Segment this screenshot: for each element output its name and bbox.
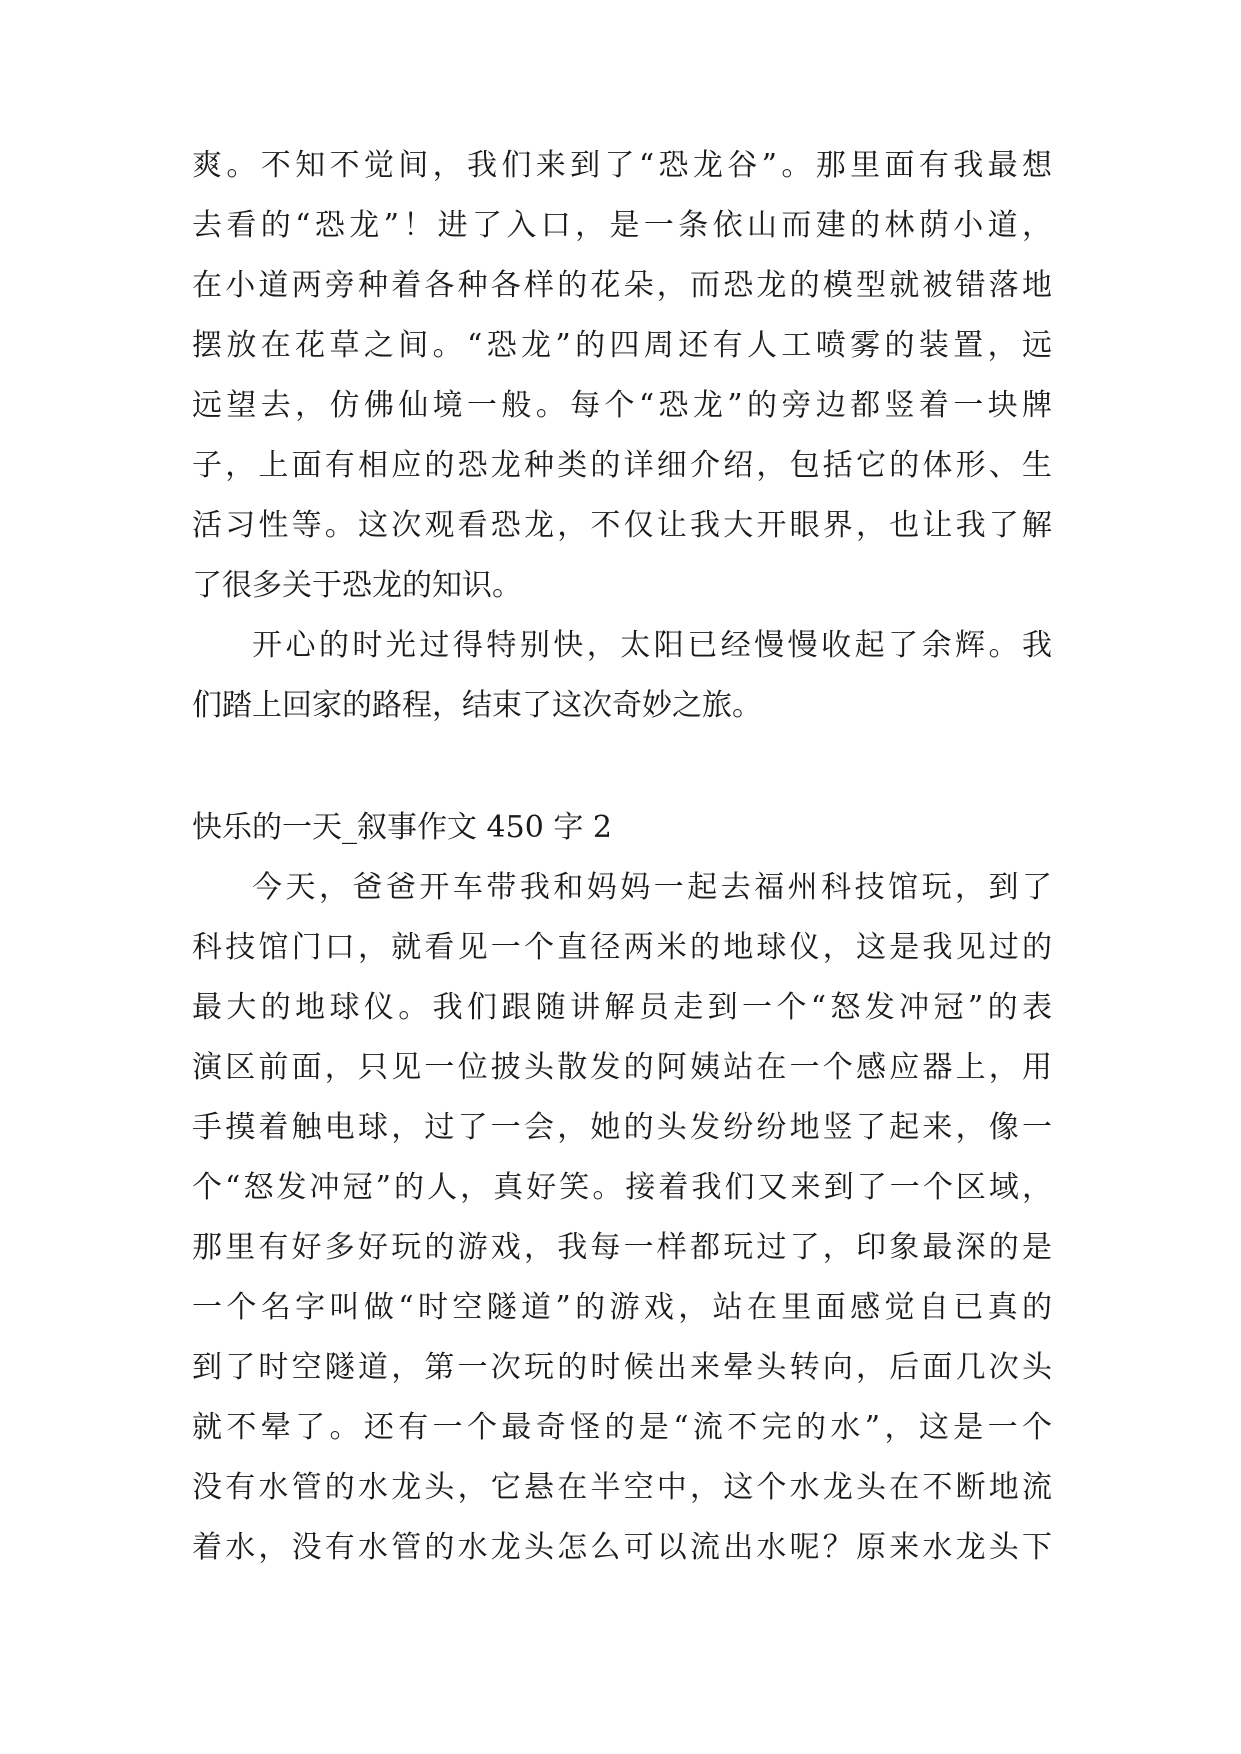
text-line: 开心的时光过得特别快，太阳已经慢慢收起了余辉。我 [252, 628, 1052, 663]
text-line: 没有水管的水龙头，它悬在半空中，这个水龙头在不断地流 [192, 1470, 1052, 1505]
text-line: 今天，爸爸开车带我和妈妈一起去福州科技馆玩，到了 [252, 870, 1052, 905]
text-line: 活习性等。这次观看恐龙，不仅让我大开眼界，也让我了解 [192, 508, 1052, 543]
text-line: 就不晕了。还有一个最奇怪的是“流不完的水”，这是一个 [192, 1410, 1052, 1445]
text-line: 子，上面有相应的恐龙种类的详细介绍，包括它的体形、生 [192, 448, 1052, 483]
text-line: 了很多关于恐龙的知识。 [192, 568, 522, 603]
text-line: 们踏上回家的路程，结束了这次奇妙之旅。 [192, 688, 762, 723]
text-line: 在小道两旁种着各种各样的花朵，而恐龙的模型就被错落地 [192, 268, 1052, 303]
text-line: 去看的“恐龙”！进了入口，是一条依山而建的林荫小道， [192, 208, 1052, 243]
text-line: 到了时空隧道，第一次玩的时候出来晕头转向，后面几次头 [192, 1350, 1052, 1385]
text-line: 个“怒发冲冠”的人，真好笑。接着我们又来到了一个区域， [192, 1170, 1052, 1205]
text-line: 一个名字叫做“时空隧道”的游戏，站在里面感觉自已真的 [192, 1290, 1052, 1325]
text-line: 演区前面，只见一位披头散发的阿姨站在一个感应器上，用 [192, 1050, 1052, 1085]
text-line: 最大的地球仪。我们跟随讲解员走到一个“怒发冲冠”的表 [192, 990, 1052, 1025]
text-line: 爽。不知不觉间，我们来到了“恐龙谷”。那里面有我最想 [192, 148, 1052, 183]
essay-heading: 快乐的一天_叙事作文 450 字 2 [192, 810, 612, 845]
text-line: 着水，没有水管的水龙头怎么可以流出水呢？原来水龙头下 [192, 1530, 1052, 1565]
text-line: 科技馆门口，就看见一个直径两米的地球仪，这是我见过的 [192, 930, 1052, 965]
text-line: 摆放在花草之间。“恐龙”的四周还有人工喷雾的装置，远 [192, 328, 1052, 363]
text-line: 那里有好多好玩的游戏，我每一样都玩过了，印象最深的是 [192, 1230, 1052, 1265]
text-line: 手摸着触电球，过了一会，她的头发纷纷地竖了起来，像一 [192, 1110, 1052, 1145]
text-line: 远望去，仿佛仙境一般。每个“恐龙”的旁边都竖着一块牌 [192, 388, 1052, 423]
